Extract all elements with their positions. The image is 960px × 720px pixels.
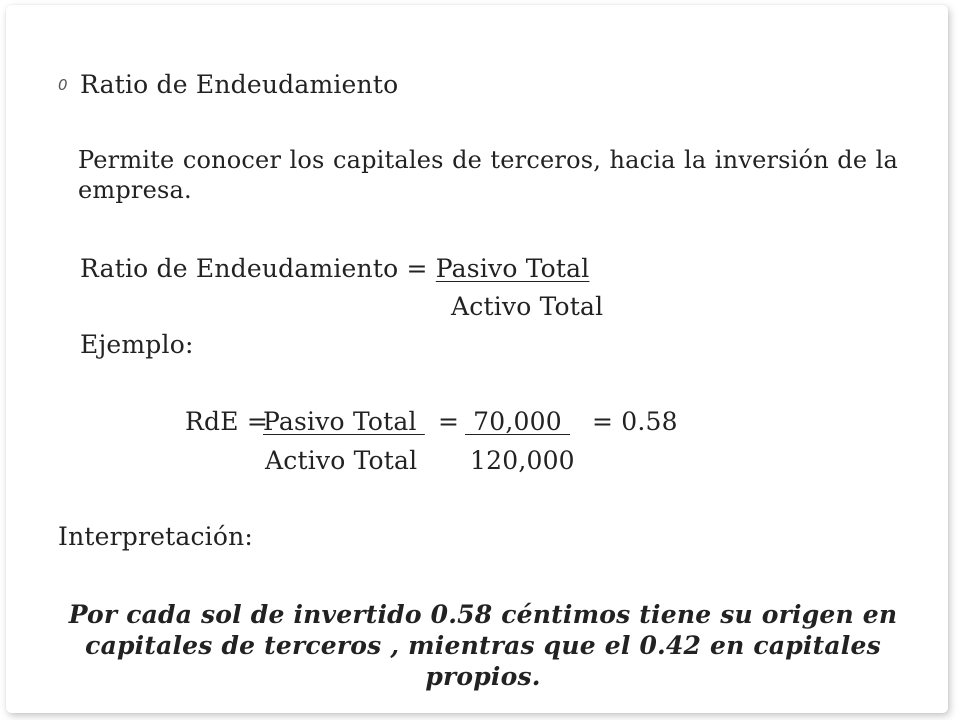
example-fraction1-numerator: Pasivo Total xyxy=(263,407,425,436)
example-lhs: RdE = xyxy=(185,407,268,436)
interpretation-label: Interpretación: xyxy=(58,522,254,551)
formula-line xyxy=(80,254,589,284)
example-fraction2-denominator: 120,000 xyxy=(470,446,575,475)
formula-numerator: Pasivo Total xyxy=(435,254,590,283)
example-fraction1-denominator: Activo Total xyxy=(265,446,418,475)
formula-denominator: Activo Total xyxy=(451,292,604,321)
example-result: = 0.58 xyxy=(592,407,678,436)
slide-title: Ratio de Endeudamiento xyxy=(80,70,399,99)
example-label: Ejemplo: xyxy=(80,330,194,359)
bullet-marker: 0 xyxy=(58,76,68,94)
formula-left: Ratio de Endeudamiento = xyxy=(80,254,436,283)
example-equals: = xyxy=(438,407,460,436)
example-fraction2-numerator: 70,000 xyxy=(465,407,570,436)
description-text: Permite conocer los capitales de terceros, hacia la inversión de la empresa. xyxy=(78,146,898,204)
conclusion-text: Por cada sol de invertido 0.58 céntimos tiene su origen en capitales de terceros , mientras que el 0.42 en capitales propios. xyxy=(68,600,898,691)
